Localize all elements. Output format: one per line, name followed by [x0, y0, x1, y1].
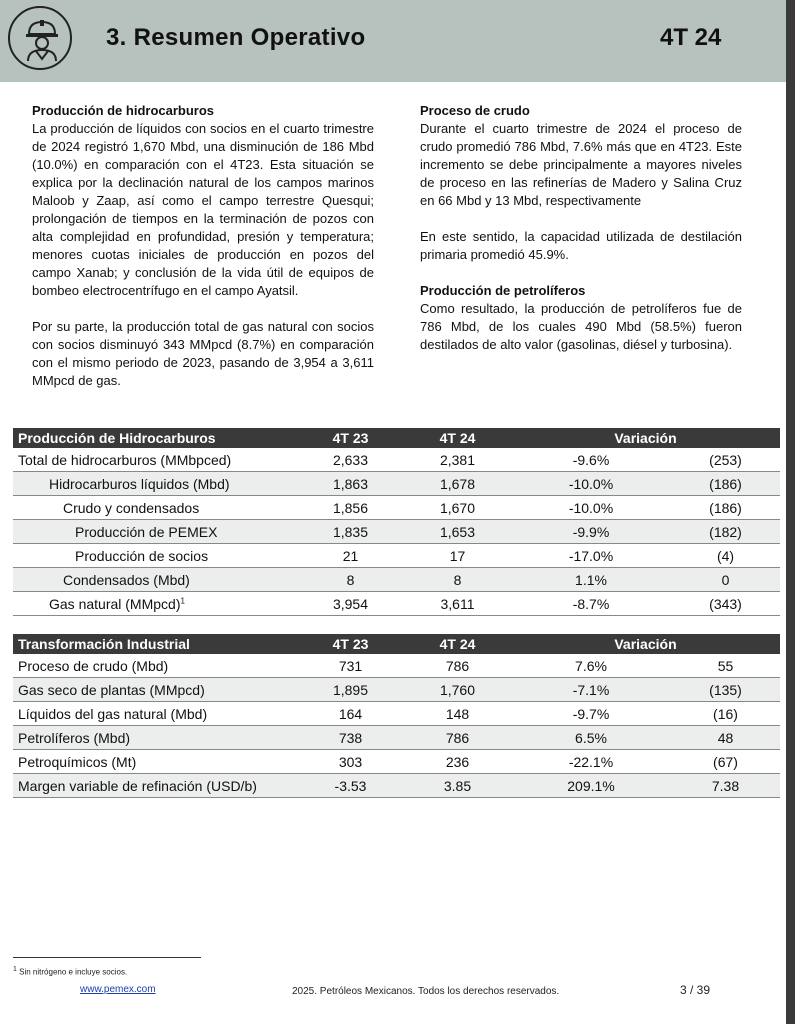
variation-absolute: (182) — [671, 520, 780, 544]
table-row — [13, 774, 780, 798]
value-4t24: 1,670 — [404, 496, 511, 520]
variation-percent: -7.1% — [511, 678, 671, 702]
section-heading: Producción de petrolíferos — [420, 283, 586, 298]
value-4t24: 3,611 — [404, 592, 511, 616]
variation-percent: -10.0% — [511, 472, 671, 496]
value-4t24: 786 — [404, 726, 511, 750]
pemex-website-link[interactable]: www.pemex.com — [80, 984, 156, 995]
hydrocarbon-production-table — [13, 428, 780, 616]
value-4t24: 236 — [404, 750, 511, 774]
right-text-column — [420, 102, 742, 354]
left-text-column — [32, 102, 374, 390]
table-row — [13, 568, 780, 592]
variation-absolute: (186) — [671, 496, 780, 520]
column-header: 4T 24 — [404, 428, 511, 448]
table-row — [13, 750, 780, 774]
table-row — [13, 592, 780, 616]
variation-percent: 1.1% — [511, 568, 671, 592]
table-row — [13, 654, 780, 678]
table-row — [13, 726, 780, 750]
variation-percent: 209.1% — [511, 774, 671, 798]
paragraph: Durante el cuarto trimestre de 2024 el proceso de crudo promedió 786 Mbd, 7.6% más que en 4T23. Este incremento se debe principalmente a mayores niveles de proceso en las refinerías de Madero y Salina Cruz en 66 Mbd y 13 Mbd, respectivamente — [420, 121, 742, 208]
value-4t24: 8 — [404, 568, 511, 592]
value-4t23: 303 — [297, 750, 404, 774]
footnote-divider — [13, 957, 201, 958]
value-4t23: 21 — [297, 544, 404, 568]
variation-percent: -17.0% — [511, 544, 671, 568]
variation-absolute: 0 — [671, 568, 780, 592]
variation-percent: 7.6% — [511, 654, 671, 678]
table-row — [13, 520, 780, 544]
variation-absolute: 55 — [671, 654, 780, 678]
row-label: Petroquímicos (Mt) — [13, 750, 297, 774]
table-row — [13, 496, 780, 520]
column-header: Variación — [511, 428, 780, 448]
column-header: 4T 23 — [297, 428, 404, 448]
paragraph: La producción de líquidos con socios en el cuarto trimestre de 2024 registró 1,670 Mbd, una disminución de 186 Mbd (10.0%) en comparación con el 4T23. Esta situación se explica por la declinación natural de los campos marinos Maloob y Zaap, así como el campo terrestre Quesqui; prolongación de tiempos en la terminación de pozos con alta complejidad en profundidad, presión y temperatura; menores cuotas iniciales de producción en pozos del campo Xanab; y conclusión de la vida útil de equipos de bombeo electrocentrífugo en el campo Ayatsil. — [32, 121, 374, 298]
page-number: 3 / 39 — [680, 983, 711, 997]
row-label-text: Gas natural (MMpcd) — [49, 595, 181, 612]
row-label: Gas seco de plantas (MMpcd) — [13, 678, 297, 702]
value-4t23: 3,954 — [297, 592, 404, 616]
value-4t23: 2,633 — [297, 448, 404, 472]
table-row — [13, 448, 780, 472]
industrial-transformation-table — [13, 634, 780, 798]
value-4t24: 148 — [404, 702, 511, 726]
row-label: Hidrocarburos líquidos (Mbd) — [13, 472, 297, 496]
worker-hardhat-icon — [8, 6, 72, 70]
table-row — [13, 702, 780, 726]
variation-absolute: (67) — [671, 750, 780, 774]
footnote-ref: 1 — [180, 595, 185, 605]
section-heading: Producción de hidrocarburos — [32, 103, 215, 118]
value-4t23: 1,863 — [297, 472, 404, 496]
column-header: Transformación Industrial — [13, 634, 297, 654]
variation-absolute: 7.38 — [671, 774, 780, 798]
value-4t23: 1,895 — [297, 678, 404, 702]
value-4t23: 164 — [297, 702, 404, 726]
column-header: 4T 23 — [297, 634, 404, 654]
row-label: Proceso de crudo (Mbd) — [13, 654, 297, 678]
variation-absolute: (4) — [671, 544, 780, 568]
value-4t24: 3.85 — [404, 774, 511, 798]
paragraph: Como resultado, la producción de petrolíferos fue de 786 Mbd, de los cuales 490 Mbd (58.5%) fueron destilados de alto valor (gasolinas, diésel y turbosina). — [420, 301, 742, 352]
value-4t23: 8 — [297, 568, 404, 592]
value-4t23: -3.53 — [297, 774, 404, 798]
value-4t24: 1,760 — [404, 678, 511, 702]
table-row — [13, 472, 780, 496]
section-heading: Proceso de crudo — [420, 103, 530, 118]
footnote — [13, 966, 127, 977]
footnote-mark: 1 — [13, 966, 17, 973]
variation-absolute: 48 — [671, 726, 780, 750]
value-4t24: 786 — [404, 654, 511, 678]
column-header: 4T 24 — [404, 634, 511, 654]
variation-percent: -22.1% — [511, 750, 671, 774]
copyright-text: 2025. Petróleos Mexicanos. Todos los derechos reservados. — [292, 986, 560, 997]
variation-percent: -9.6% — [511, 448, 671, 472]
row-label: Líquidos del gas natural (Mbd) — [13, 702, 297, 726]
page-header — [0, 0, 786, 82]
value-4t23: 738 — [297, 726, 404, 750]
variation-absolute: (135) — [671, 678, 780, 702]
value-4t23: 1,856 — [297, 496, 404, 520]
page-title: 3. Resumen Operativo — [106, 24, 366, 51]
variation-percent: -9.9% — [511, 520, 671, 544]
variation-absolute: (186) — [671, 472, 780, 496]
value-4t24: 17 — [404, 544, 511, 568]
value-4t23: 731 — [297, 654, 404, 678]
variation-percent: -10.0% — [511, 496, 671, 520]
paragraph: En este sentido, la capacidad utilizada de destilación primaria promedió 45.9%. — [420, 229, 742, 262]
row-label: Total de hidrocarburos (MMbpced) — [13, 448, 297, 472]
row-label: Condensados (Mbd) — [13, 568, 297, 592]
row-label — [13, 592, 297, 616]
variation-absolute: (16) — [671, 702, 780, 726]
variation-absolute: (253) — [671, 448, 780, 472]
variation-absolute: (343) — [671, 592, 780, 616]
row-label: Petrolíferos (Mbd) — [13, 726, 297, 750]
table-row — [13, 678, 780, 702]
value-4t24: 1,653 — [404, 520, 511, 544]
row-label: Margen variable de refinación (USD/b) — [13, 774, 297, 798]
row-label: Producción de PEMEX — [13, 520, 297, 544]
value-4t24: 2,381 — [404, 448, 511, 472]
column-header: Producción de Hidrocarburos — [13, 428, 297, 448]
value-4t23: 1,835 — [297, 520, 404, 544]
row-label: Crudo y condensados — [13, 496, 297, 520]
value-4t24: 1,678 — [404, 472, 511, 496]
variation-percent: 6.5% — [511, 726, 671, 750]
table-header-row — [13, 428, 780, 448]
table-row — [13, 544, 780, 568]
variation-percent: -9.7% — [511, 702, 671, 726]
footnote-text: Sin nitrógeno e incluye socios. — [19, 967, 128, 977]
variation-percent: -8.7% — [511, 592, 671, 616]
column-header: Variación — [511, 634, 780, 654]
table-header-row — [13, 634, 780, 654]
period-label: 4T 24 — [660, 24, 722, 51]
paragraph: Por su parte, la producción total de gas natural con socios con socios disminuyó 343 MMpcd (8.7%) en comparación con el mismo periodo de 2023, pasando de 3,954 a 3,611 MMpcd de gas. — [32, 319, 374, 388]
row-label: Producción de socios — [13, 544, 297, 568]
